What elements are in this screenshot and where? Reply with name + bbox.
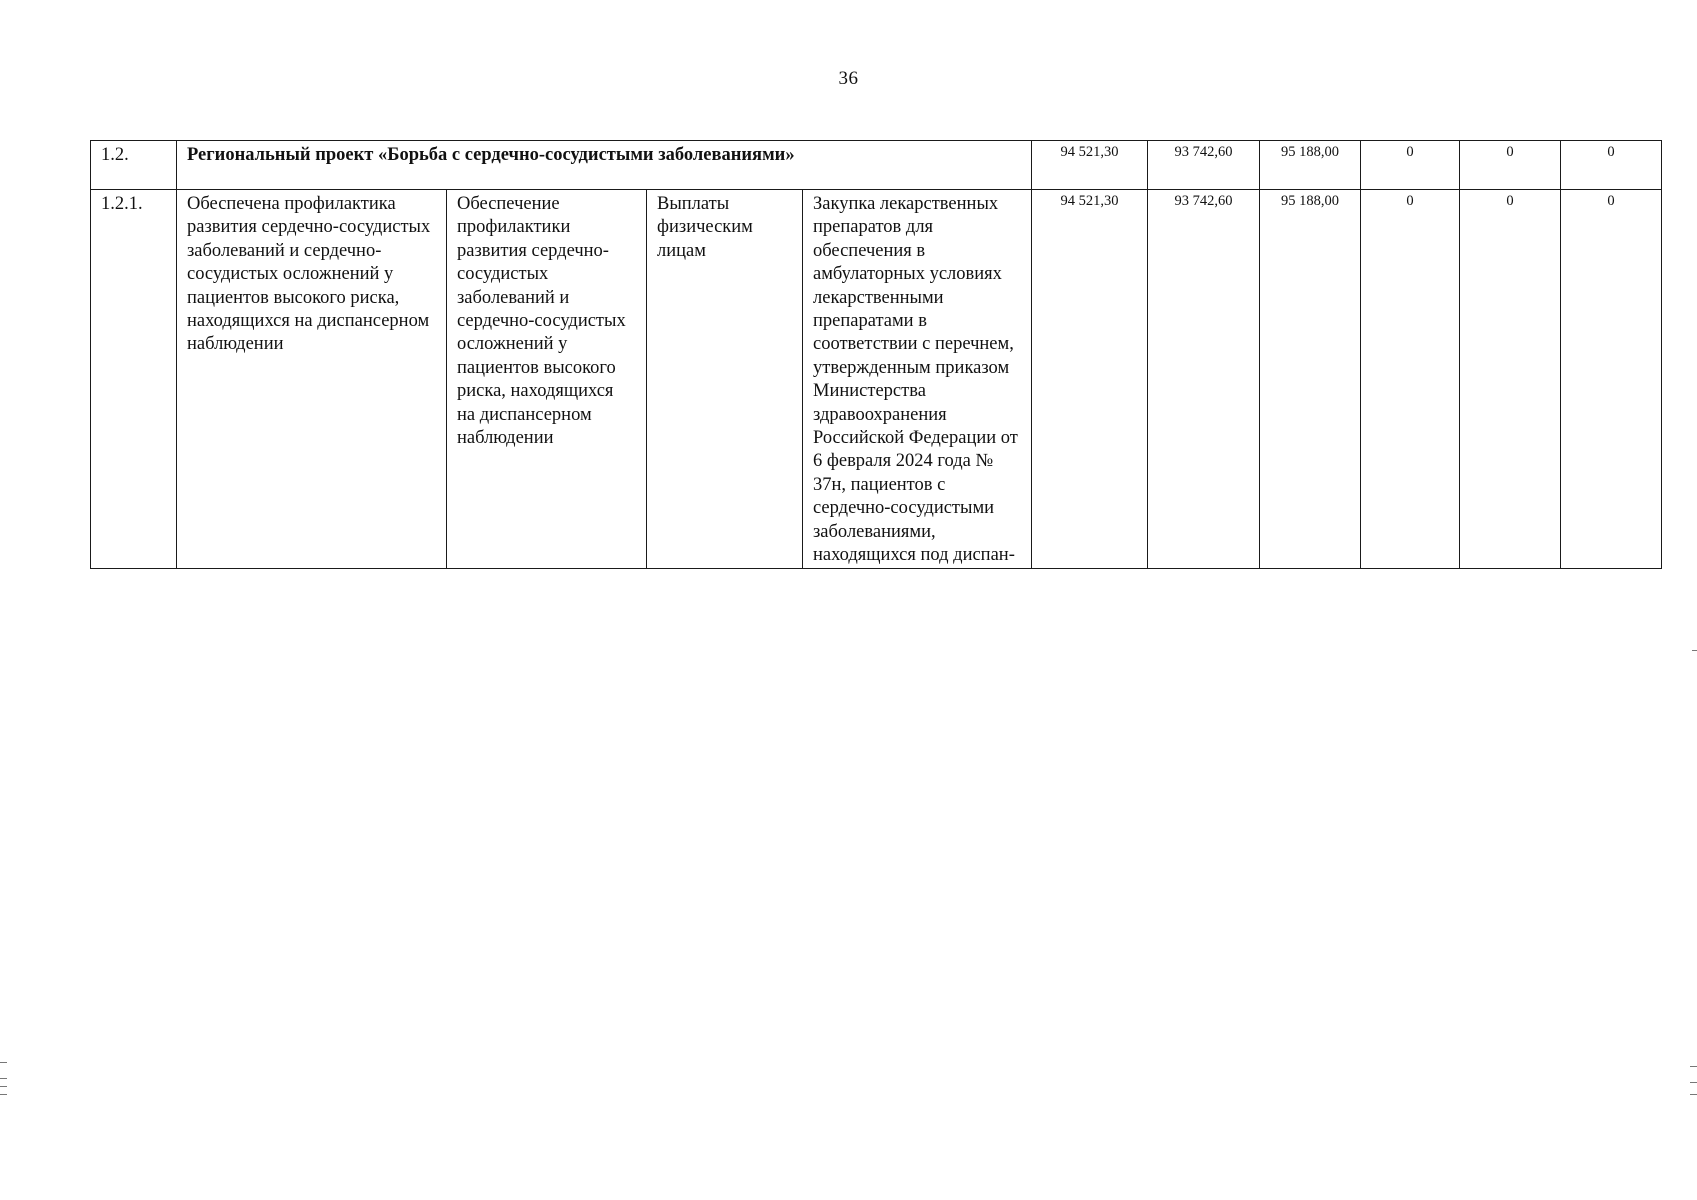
result-text: Обеспечена профилактика развития сердечно-сосудистых заболеваний и сердечно-сосудистых осложнений у пациентов высокого риска, находящихся на диспансерном наблюдении xyxy=(187,194,431,355)
scan-mark xyxy=(0,1094,7,1095)
value-col-4: 0 xyxy=(1406,193,1414,209)
value-year-3: 95 188,00 xyxy=(1281,144,1340,160)
value-year-1: 94 521,30 xyxy=(1060,144,1119,160)
value-cell xyxy=(1460,190,1561,569)
table-row-subitem xyxy=(91,190,1662,569)
value-cell xyxy=(1361,141,1460,190)
row-code-cell xyxy=(91,190,177,569)
table-row-project xyxy=(91,141,1662,190)
value-cell xyxy=(1148,190,1260,569)
scan-mark xyxy=(1692,650,1697,651)
value-col-6: 0 xyxy=(1607,144,1615,160)
row-code: 1.2.1. xyxy=(101,194,143,214)
value-cell xyxy=(1260,141,1361,190)
scan-mark xyxy=(1690,1094,1697,1095)
value-year-3: 95 188,00 xyxy=(1281,193,1340,209)
value-cell xyxy=(1032,190,1148,569)
description-text: Закупка лекарственных препаратов для обеспечения в амбулаторных условиях лекарственными препаратами в соответствии с перечнем, утвержденным приказом Министерства здравоохранения Российской Федерации от 6 февраля 2024 года № 37н, пациентов с сердечно-сосудистыми заболеваниями, находящихся под диспан- xyxy=(813,194,1018,566)
scan-mark xyxy=(0,1062,7,1063)
page-number: 36 xyxy=(838,68,859,89)
budget-table xyxy=(90,140,1662,569)
value-col-5: 0 xyxy=(1506,144,1514,160)
value-cell xyxy=(1361,190,1460,569)
value-col-5: 0 xyxy=(1506,193,1514,209)
scan-mark xyxy=(1690,1082,1697,1083)
value-col-6: 0 xyxy=(1607,193,1615,209)
expense-type-text: Выплаты физическим лицам xyxy=(657,194,753,261)
value-cell xyxy=(1148,141,1260,190)
measure-cell xyxy=(447,190,647,569)
value-cell xyxy=(1032,141,1148,190)
value-col-4: 0 xyxy=(1406,144,1414,160)
value-cell xyxy=(1460,141,1561,190)
value-cell xyxy=(1561,141,1662,190)
measure-text: Обеспечение профилактики развития сердечно-сосудистых заболеваний и сердечно-сосудистых осложнений у пациентов высокого риска, находящихся на диспансерном наблюдении xyxy=(457,194,626,449)
project-title: Региональный проект «Борьба с сердечно-сосудистыми заболеваниями» xyxy=(187,145,795,165)
result-cell xyxy=(177,190,447,569)
project-title-cell xyxy=(177,141,1032,190)
row-code-cell xyxy=(91,141,177,190)
scan-mark xyxy=(1690,1066,1697,1067)
value-cell xyxy=(1561,190,1662,569)
expense-type-cell xyxy=(647,190,803,569)
value-year-2: 93 742,60 xyxy=(1174,193,1233,209)
scan-mark xyxy=(0,1086,7,1087)
description-cell xyxy=(803,190,1032,569)
value-cell xyxy=(1260,190,1361,569)
scan-mark xyxy=(0,1078,7,1079)
row-code: 1.2. xyxy=(101,145,129,165)
value-year-1: 94 521,30 xyxy=(1060,193,1119,209)
value-year-2: 93 742,60 xyxy=(1174,144,1233,160)
